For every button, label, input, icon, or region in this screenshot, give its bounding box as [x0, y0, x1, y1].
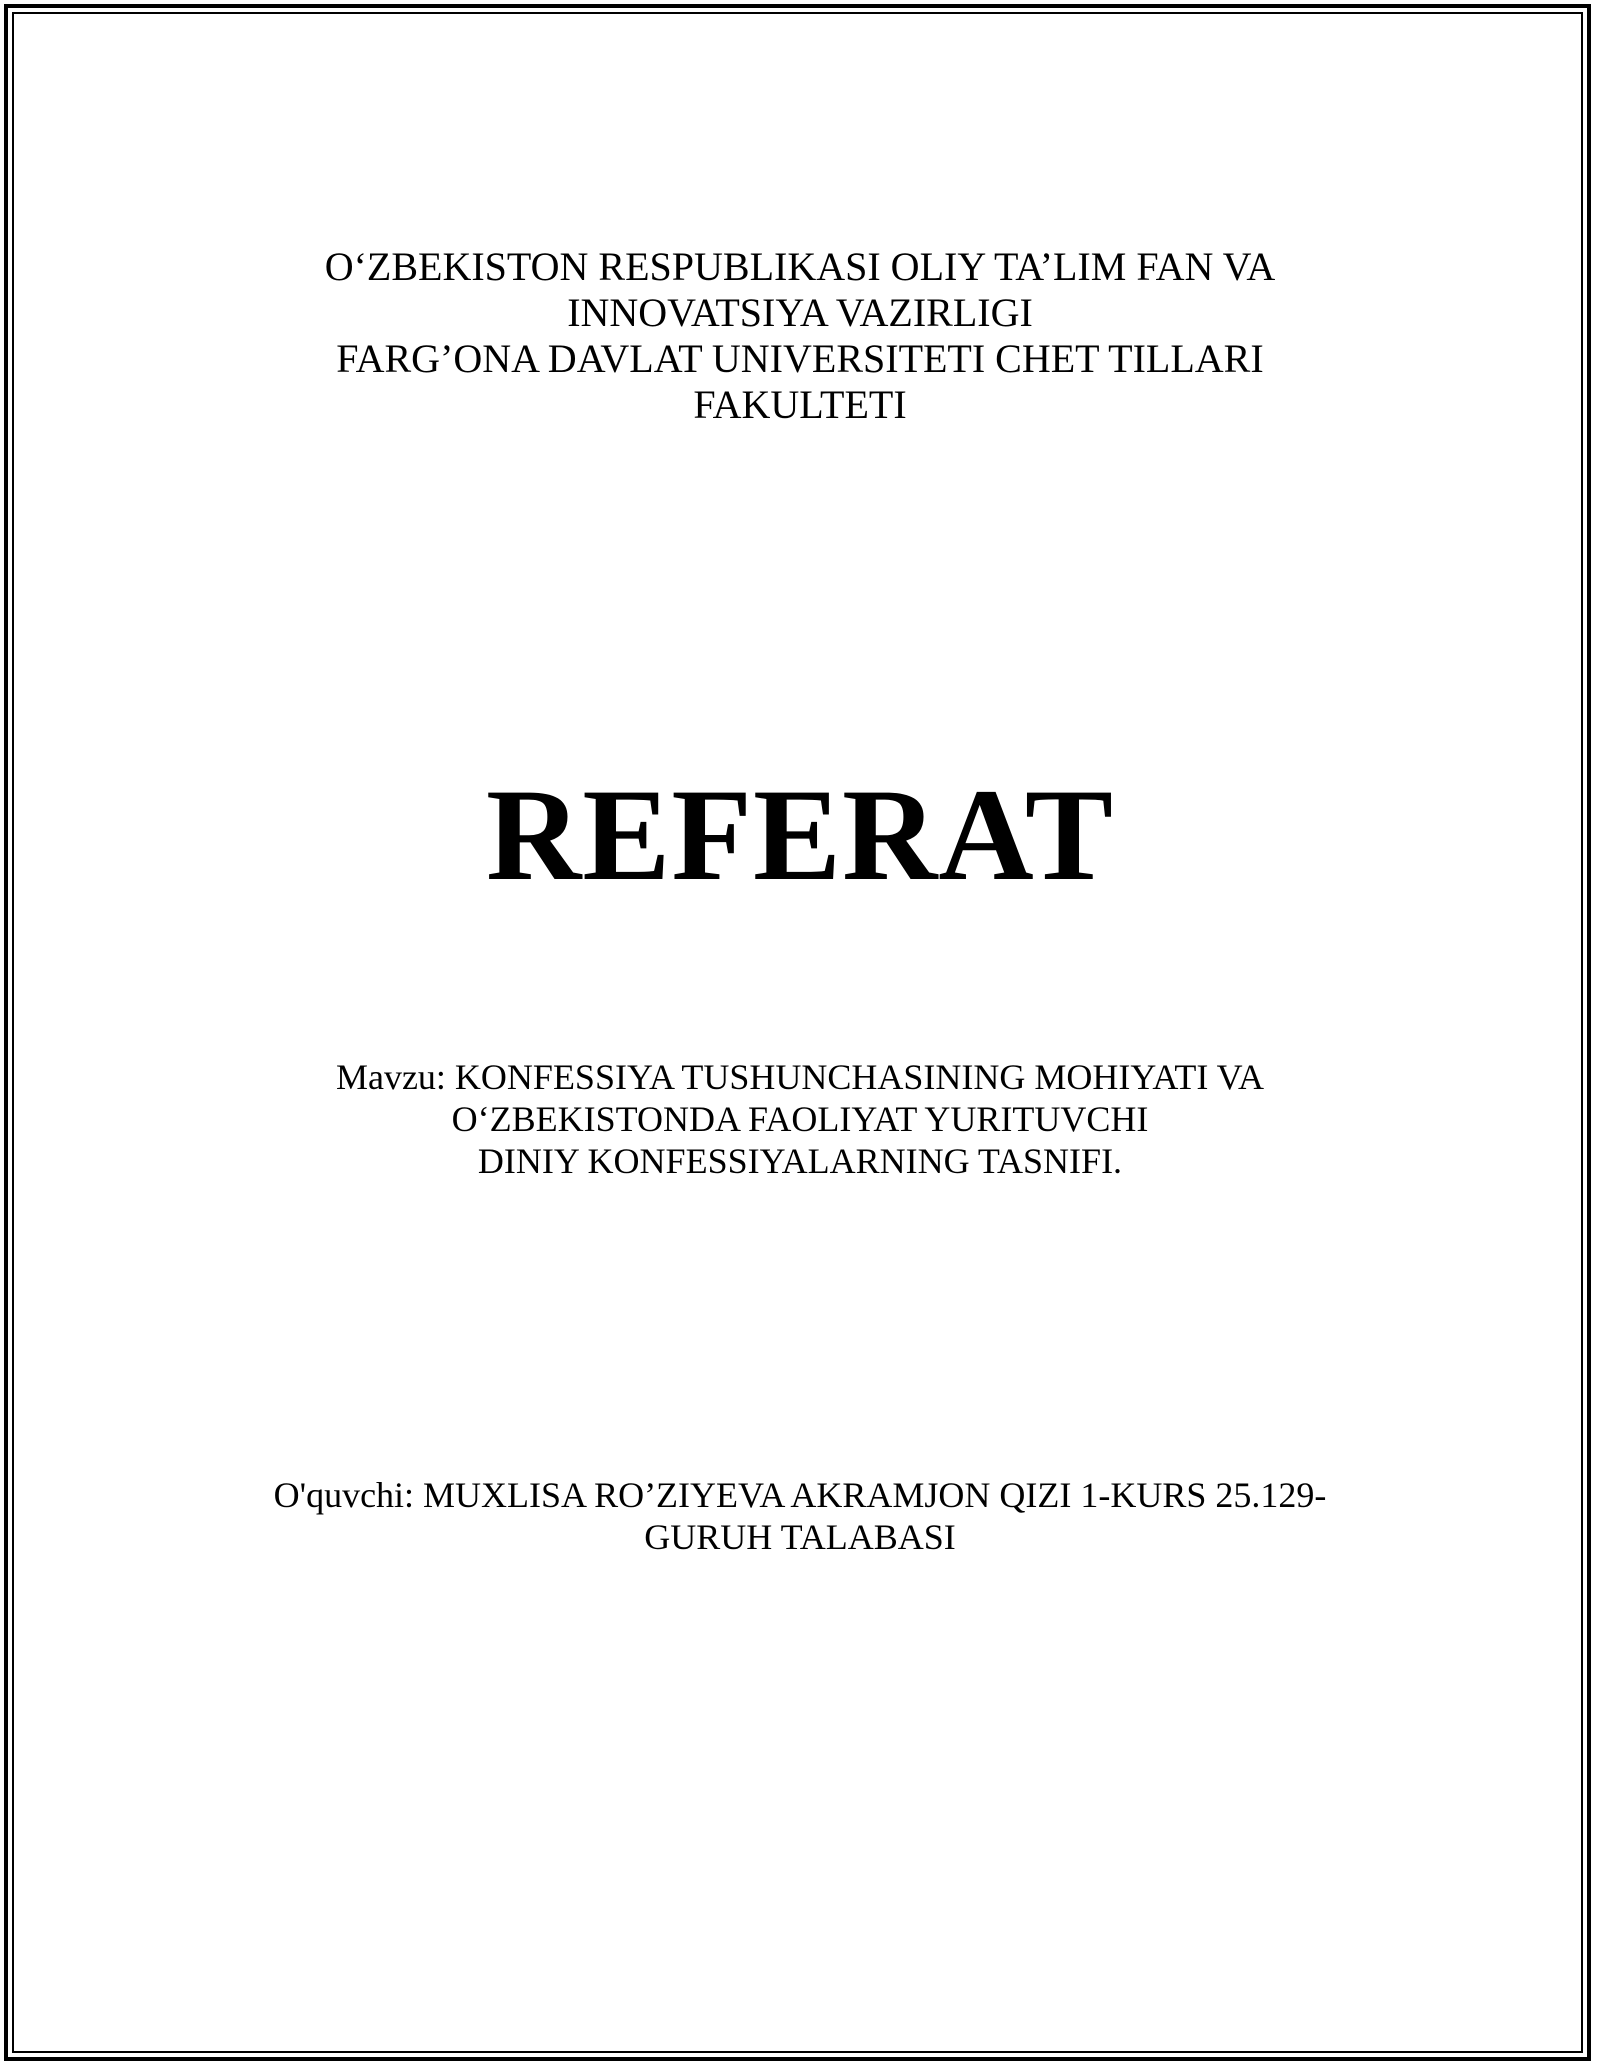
- document-title: REFERAT: [486, 761, 1114, 908]
- student-line: GURUH TALABASI: [644, 1517, 956, 1557]
- topic-line: O‘ZBEKISTONDA FAOLIYAT YURITUVCHI: [451, 1099, 1149, 1139]
- institution-header: [0, 244, 1600, 428]
- topic-section: [0, 1056, 1600, 1182]
- header-line: O‘ZBEKISTON RESPUBLIKASI OLIY TA’LIM FAN VA: [324, 244, 1276, 289]
- student-line: O'quvchi: MUXLISA RO’ZIYEVA AKRAMJON QIZI 1-KURS 25.129-: [273, 1475, 1327, 1515]
- topic-line: Mavzu: KONFESSIYA TUSHUNCHASINING MOHIYATI VA: [335, 1057, 1265, 1097]
- topic-line: DINIY KONFESSIYALARNING TASNIFI.: [477, 1141, 1123, 1181]
- student-info: [0, 1474, 1600, 1558]
- header-line: FARG’ONA DAVLAT UNIVERSITETI CHET TILLARI: [336, 336, 1264, 381]
- header-line: INNOVATSIYA VAZIRLIGI: [567, 290, 1033, 335]
- header-line: FAKULTETI: [693, 382, 907, 427]
